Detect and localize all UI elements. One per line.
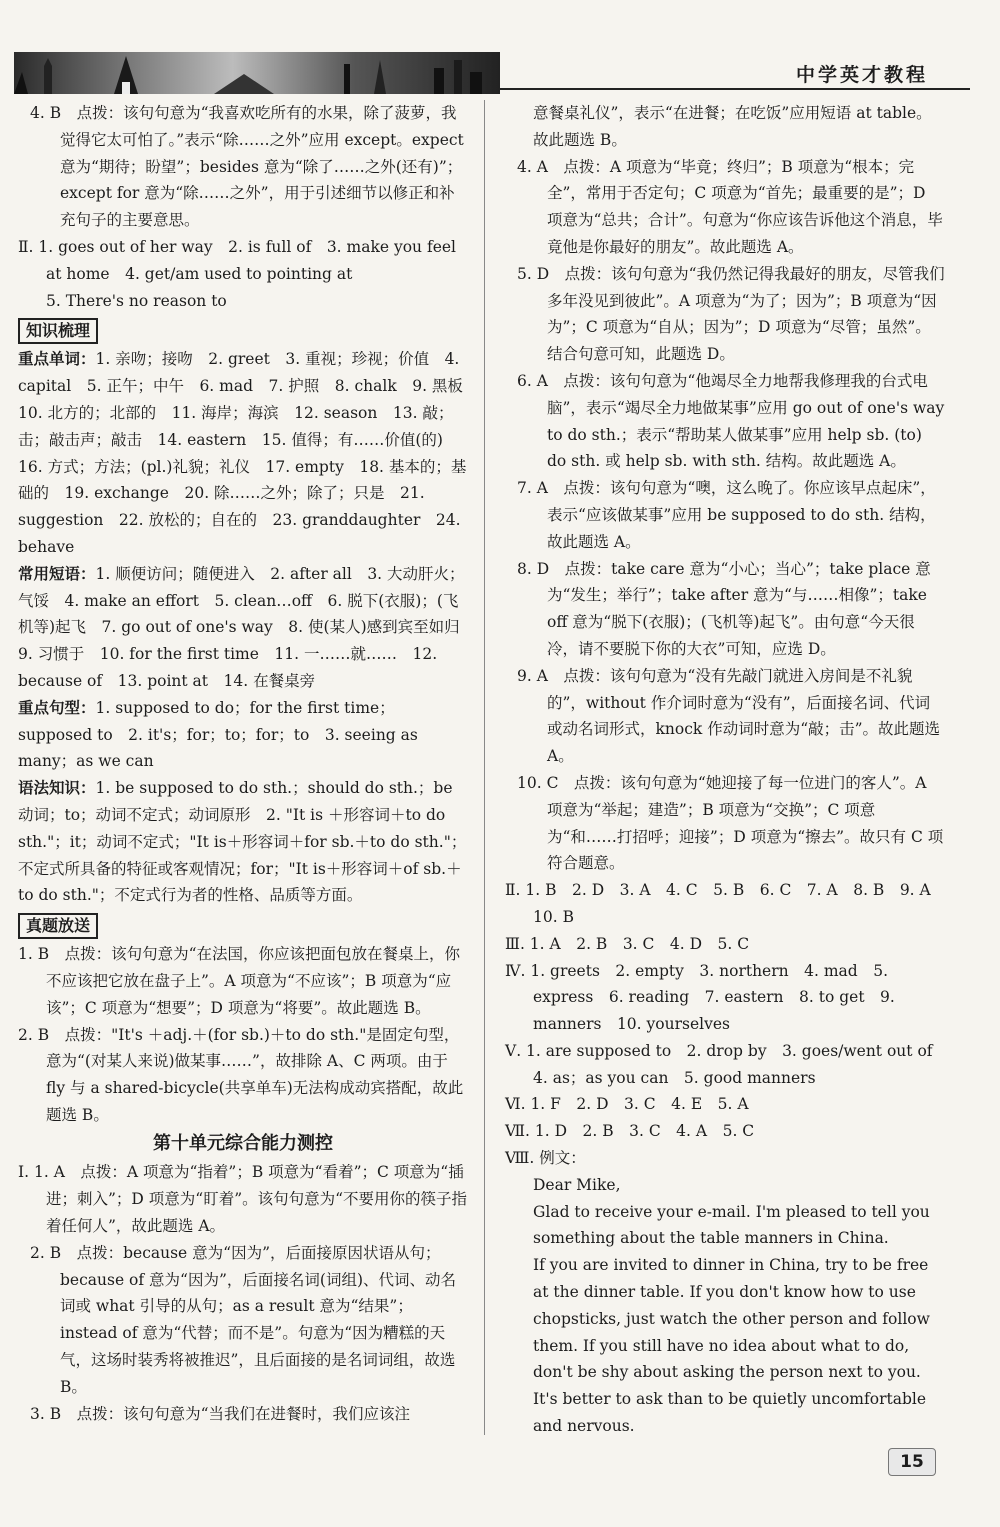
section-box-exam: 真题放送 <box>18 913 98 939</box>
unit-q9: 9. A 点拨：该句句意为“没有先敲门就进入房间是不礼貌的”，without 作介词时意为“没有”，后面接名词、代词或动名词形式，knock 作动词时意为“敲；击”。故此题选 A。 <box>517 666 941 766</box>
phrase-block <box>18 561 476 695</box>
grammar-label: 语法知识： <box>18 779 96 798</box>
exam-q2: 2. B 点拨："It's ＋adj.＋(for sb.)＋to do sth."是固定句型，意为“(对某人来说)做某事……”，故排除 A、C 两项。由于 fly 与 a shared-bicycle(共享单车)无法构成动宾搭配，故此题选 B。 <box>18 1025 464 1124</box>
unit-q1: Ⅰ. 1. A 点拨：A 项意为“指着”；B 项意为“看着”；C 项意为“插进；刺入”；D 项意为“盯着”。该句句意为“不要用你的筷子指着任何人”，故此题选 A。 <box>18 1163 468 1236</box>
skyline-icon <box>14 52 500 94</box>
letter-paragraph-2: If you are invited to dinner in China, try to be free at the dinner table. If you don't know how to use chopsticks, just watch the other person and follow them. If you still have no idea about what to do, don't be shy about asking the person next to you. It's better to ask than to be quietly uncomfortable and nervous. <box>533 1256 930 1436</box>
sentence-block <box>18 695 468 775</box>
header-rule <box>500 88 970 90</box>
unit-q3: 3. B 点拨：该句句意为“当我们在进餐时，我们应该注 <box>30 1404 411 1423</box>
grammar-block <box>18 775 468 909</box>
vocab-block <box>18 346 479 560</box>
page-number: 15 <box>888 1448 936 1476</box>
unit-q7: 7. A 点拨：该句句意为“噢，这么晚了。你应该早点起床”，表示“应该做某事”应用 be supposed to do sth. 结构，故此题选 A。 <box>517 479 936 551</box>
vocab-text: 1. 亲吻；接吻 2. greet 3. 重视；珍视；价值 4. capital 5. 正午；中午 6. mad 7. 护照 8. chalk 9. 黑板 10. 北方的；北部的 11. 海岸；海滨 12. season 13. 敲；击；敲击声；敲击 14. eastern 15. 值得；有……价值(的) 16. 方式；方法；(pl.)礼貌；礼仪 17. empty 18. 基本的；基础的 19. exchange 20. 除……之外；除了；只是 21. suggestion 22. 放松的；自在的 23. granddaughter 24. behave <box>18 350 479 556</box>
phrase-text: 1. 顺便访问；随便进入 2. after all 3. 大动肝火；气馁 4. make an effort 5. clean…off 6. 脱下(衣服)；(飞机等)起飞 7. go out of one's way 8. 使(某人)感到宾至如归 9. 习惯于 10. for the first time 11. 一……就…… 12. because of 13. point at 14. 在餐桌旁 <box>18 564 476 690</box>
unit-q6: 6. A 点拨：该句句意为“他竭尽全力地帮我修理我的台式电脑”，表示“竭尽全力地做某事”应用 go out of one's way to do sth.；表示“帮助某人做某事”应用 help sb. (to) do sth. 或 help sb. with sth. 结构。故此题选 A。 <box>517 371 945 471</box>
left-column <box>18 100 479 1427</box>
section-box-knowledge: 知识梳理 <box>18 318 98 344</box>
exam-q1: 1. B 点拨：该句句意为“在法国，你应该把面包放在餐桌上，你不应该把它放在盘子上”。A 项意为“不应该”；B 项意为“应该”；C 项意为“想要”；D 项意为“将要”。故此题选 B。 <box>18 945 461 1017</box>
unit-q2: 2. B 点拨：because 意为“因为”，后面接原因状语从句；because of 意为“因为”，后面接名词(词组)、代词、动名词或 what 引导的从句；as a result 意为“结果”；instead of 意为“代替；而不是”。句意为“因为糟糕的天气，这场时装秀将被推迟”，且后面接的是名词词组，故选 B。 <box>30 1243 456 1396</box>
right-column <box>505 100 949 1440</box>
section-3-answers: Ⅲ. 1. A 2. B 3. C 4. D 5. C <box>505 934 750 953</box>
phrase-label: 常用短语： <box>18 564 96 583</box>
letter-paragraph-1: Glad to receive your e-mail. I'm pleased to tell you something about the table manners in China. <box>533 1202 930 1248</box>
unit-q3-continued: 意餐桌礼仪”，表示“在进餐；在吃饭”应用短语 at table。故此题选 B。 <box>533 104 932 149</box>
answer-q4: 4. B 点拨：该句句意为“我喜欢吃所有的水果，除了菠萝，我觉得它太可怕了。”表示“除……之外”应用 except。expect 意为“期待；盼望”；besides 意为“除了……之外(还有)”；except for 意为“除……之外”，用于引述细节以修正和补充句子的主要意思。 <box>30 104 464 230</box>
column-divider <box>484 100 485 1435</box>
section-7-answers: Ⅶ. 1. D 2. B 3. C 4. A 5. C <box>505 1122 755 1141</box>
unit-q10: 10. C 点拨：该句句意为“她迎接了每一位进门的客人”。A 项意为“举起；建造”；B 项意为“交换”；C 项意为“和……打招呼；迎接”；D 项意为“擦去”。故只有 C 项符合题意。 <box>517 773 944 873</box>
section-2-line-b: 5. There's no reason to <box>46 291 227 310</box>
letter-greeting: Dear Mike, <box>533 1175 621 1194</box>
section-2-answers: Ⅱ. 1. B 2. D 3. A 4. C 5. B 6. C 7. A 8. B 9. A 10. B <box>505 881 947 926</box>
header-banner-image <box>14 52 500 94</box>
unit-q8: 8. D 点拨：take care 意为“小心；当心”；take place 意为“发生；举行”；take after 意为“与……相像”；take off 意为“脱下(衣服)；(飞机等)起飞”。由句意“今天很冷，请不要脱下你的大衣”可知，应选 D。 <box>517 559 931 658</box>
grammar-text: 1. be supposed to do sth.；should do sth.；be 动词；to；动词不定式；动词原形 2. "It is ＋形容词＋to do sth."；it；动词不定式；"It is＋形容词＋for sb.＋to do sth."；不定式所具备的特征或客观情况；for；"It is＋形容词＋of sb.＋to do sth."；不定式行为者的性格、品质等方面。 <box>18 779 467 905</box>
vocab-label: 重点单词： <box>18 350 96 369</box>
book-title: 中学英才教程 <box>795 64 928 86</box>
sentence-label: 重点句型： <box>18 698 96 717</box>
unit-q5: 5. D 点拨：该句句意为“我仍然记得我最好的朋友，尽管我们多年没见到彼此”。A 项意为“为了；因为”；B 项意为“因为”；C 项意为“自从；因为”；D 项意为“尽管；虽然”。结合句意可知，此题选 D。 <box>517 264 945 364</box>
section-5-answers: Ⅴ. 1. are supposed to 2. drop by 3. goes/went out of 4. as；as you can 5. good manners <box>505 1041 949 1087</box>
section-8-label: Ⅷ. 例文： <box>505 1149 586 1168</box>
section-6-answers: Ⅵ. 1. F 2. D 3. C 4. E 5. A <box>505 1095 749 1114</box>
sentence-text: 1. supposed to do；for the first time；supposed to 2. it's；for；to；for；to 3. seeing as many；as we can <box>18 698 418 771</box>
section-4-answers: Ⅳ. 1. greets 2. empty 3. northern 4. mad 5. express 6. reading 7. eastern 8. to get 9. manners 10. yourselves <box>505 961 895 1034</box>
unit-q4: 4. A 点拨：A 项意为“毕竟；终归”；B 项意为“根本；完全”，常用于否定句；C 项意为“首先；最重要的是”；D 项意为“总共；合计”。句意为“你应该告诉他这个消息，毕竟他是你最好的朋友”。故此题选 A。 <box>517 157 943 256</box>
unit-title: 第十单元综合能力测控 <box>153 1132 333 1154</box>
section-2-line-a: Ⅱ. 1. goes out of her way 2. is full of 3. make you feel at home 4. get/am used to pointing at <box>18 237 457 283</box>
